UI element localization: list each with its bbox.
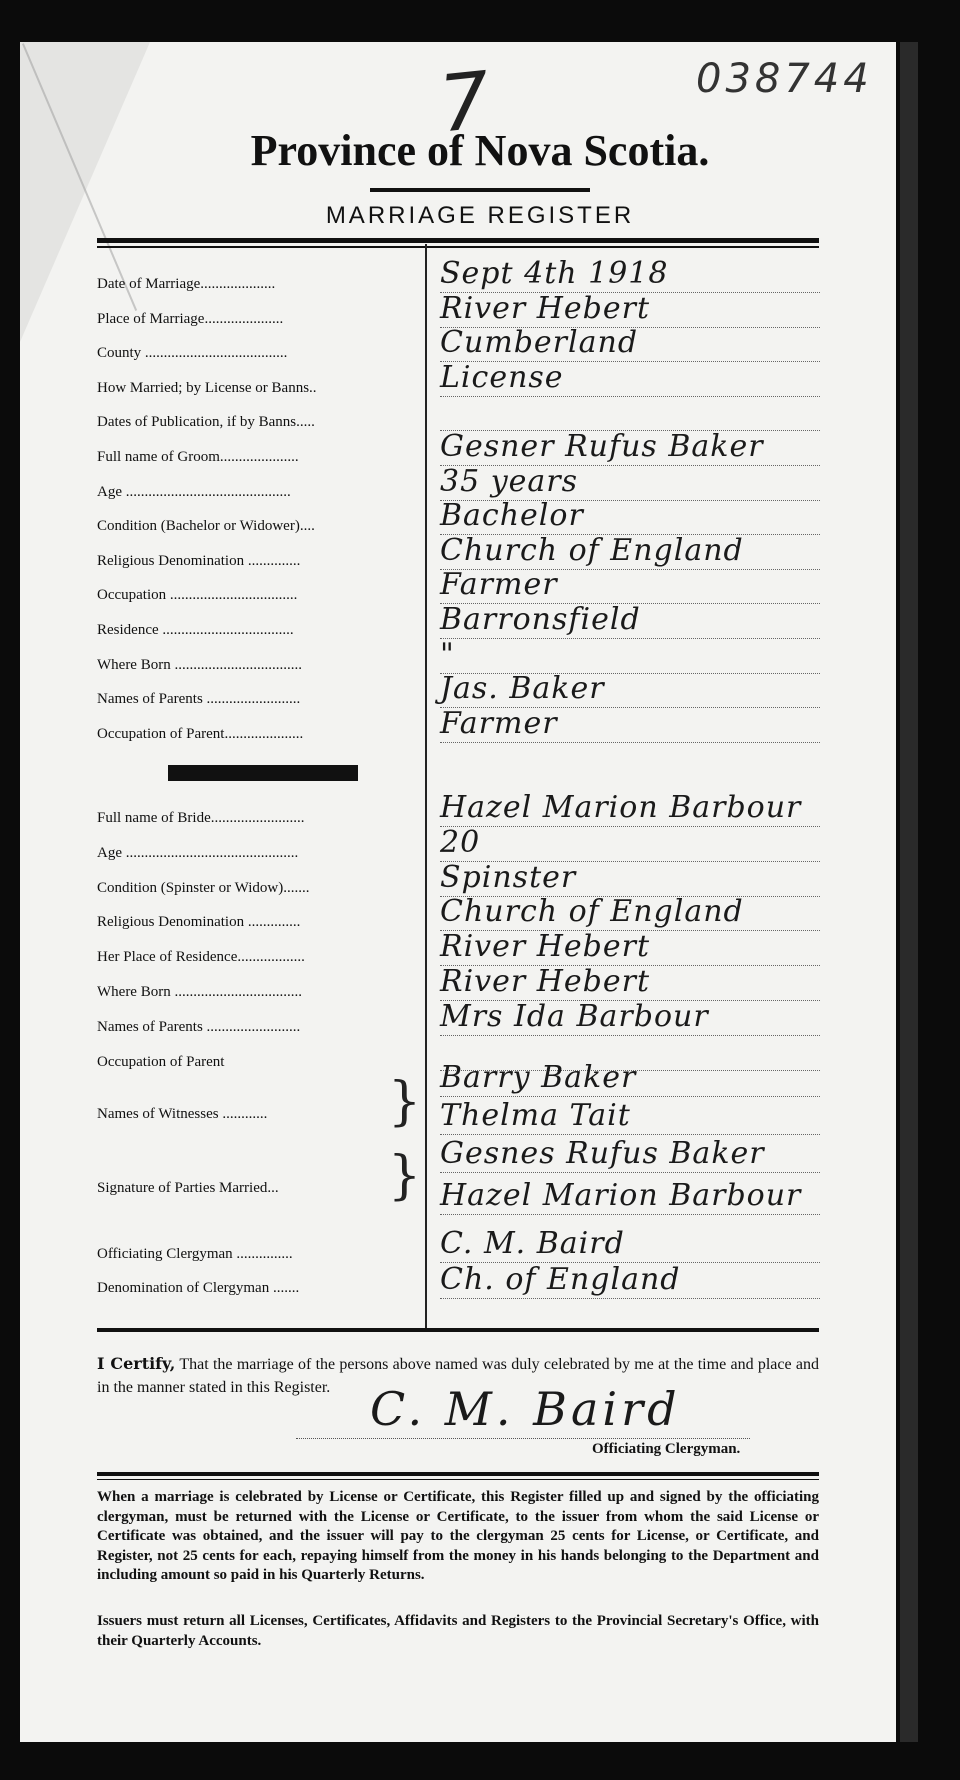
groom-row-value-3: License [440,359,564,395]
bride-row-label-4: Her Place of Residence.................. [97,949,305,966]
groom-row-label-1: Place of Marriage..................... [97,310,284,327]
bride-row-value-2: Spinster [440,859,577,895]
section-separator-bar [168,765,358,781]
bride-row-label-5: Where Born .................................. [97,984,302,1000]
page-edge-shadow [900,42,918,1742]
title-rule [370,188,590,192]
groom-row-entry-line-13 [440,742,820,743]
bride-row-label-6: Names of Parents ......................... [97,1018,301,1035]
party-bride-signature: Hazel Marion Barbour [440,1178,802,1213]
bride-row-label-1: Age .............................................. [97,844,299,861]
certificate-top-rule [97,1328,819,1332]
groom-row-value-2: Cumberland [440,325,639,361]
witness-line-2 [440,1134,820,1135]
party-line-1 [440,1172,820,1173]
bride-row-value-5: River Hebert [440,964,651,999]
signature-line [296,1438,750,1439]
witnesses-brace: } [388,1072,422,1132]
page-subtitle: MARRIAGE REGISTER [325,202,635,229]
footer-rule-thin [97,1479,819,1480]
footer-instructions: When a marriage is celebrated by License or Certificate, this Register filled up and signed by the officiating clergyman, must be returned with the License or Certificate, to the issuer from whom the said License or Certificate was obtained, and the issuer will pay to the clergyman 25 cents for License, or Certificate, and Register, not 25 cents for each, repaying himself from the money in his hands belonging to the Department and including amount so paid in his Quarterly Returns. [97,1489,819,1583]
groom-row-value-9: Farmer [440,567,558,603]
top-double-rule [97,238,819,243]
groom-row-label-2: County ...................................... [97,345,288,362]
groom-row-value-6: 35 years [440,463,579,499]
bride-row-value-1: 20 [440,824,481,860]
groom-row-label-12: Names of Parents ......................... [97,691,301,708]
groom-row-label-11: Where Born .................................. [97,656,302,673]
groom-row-label-8: Religious Denomination .............. [97,552,301,569]
witnesses-label: Names of Witnesses ............ [97,1106,268,1122]
clergy-denomination-label: Denomination of Clergyman ....... [97,1280,300,1296]
bride-row-value-6: Mrs Ida Barbour [440,998,709,1034]
bride-row-entry-line-6 [440,1035,820,1036]
top-thin-rule [97,246,819,248]
parties-brace: } [388,1146,422,1206]
groom-row-value-7: Bachelor [440,498,584,534]
certificate-body: That the marriage of the persons above named was duly celebrated by me at the time and place and in the manner stated in this Register. [97,1356,819,1397]
groom-row-value-0: Sept 4th 1918 [440,256,669,291]
column-divider [425,244,427,1328]
corner-mark: 7 [435,55,495,151]
officiating-clergyman-value: C. M. Baird [440,1226,625,1261]
clergy-denomination-value: Ch. of England [440,1262,681,1297]
groom-row-label-7: Condition (Bachelor or Widower).... [97,518,315,535]
signer-title: Officiating Clergyman. [592,1441,741,1457]
parties-label: Signature of Parties Married... [97,1180,279,1196]
groom-row-value-12: Jas. Baker [440,671,605,707]
clergyman-signature: C. M. Baird [370,1382,681,1436]
groom-row-value-10: Barronsfield [440,602,641,637]
bride-row-value-3: Church of England [440,894,744,930]
groom-row-value-8: Church of England [440,532,744,568]
register-number: 038744 [696,56,873,102]
groom-row-entry-line-3 [440,396,820,397]
denomination-line [440,1298,820,1299]
groom-row-label-10: Residence ................................... [97,622,294,638]
footer-rule-thick [97,1472,819,1476]
groom-row-label-3: How Married; by License or Banns.. [97,379,317,396]
witness-1: Barry Baker [440,1060,637,1095]
groom-row-label-5: Full name of Groom..................... [97,449,299,465]
groom-row-value-13: Farmer [440,705,558,741]
groom-row-value-11: " [440,636,455,672]
witness-line-1 [440,1096,820,1097]
groom-row-label-0: Date of Marriage.................... [97,276,276,292]
groom-row-label-9: Occupation .................................. [97,587,298,604]
bride-row-value-0: Hazel Marion Barbour [440,790,802,825]
bride-row-label-2: Condition (Spinster or Widow)....... [97,879,310,896]
witness-2: Thelma Tait [440,1098,631,1133]
bride-row-label-3: Religious Denomination .............. [97,914,301,931]
page-title: Province of Nova Scotia. [250,126,710,175]
bride-row-label-0: Full name of Bride......................... [97,810,305,826]
footer-return-note: Issuers must return all Licenses, Certificates, Affidavits and Registers to the Provincial Secretary's Office, with their Quarterly Accounts. [97,1613,819,1649]
certificate-lead: I Certify, [97,1354,176,1373]
bride-row-label-7: Occupation of Parent [97,1053,225,1070]
groom-row-value-1: River Hebert [440,290,651,326]
party-groom-signature: Gesnes Rufus Baker [440,1136,765,1171]
groom-row-label-13: Occupation of Parent..................... [97,725,304,742]
officiating-clergyman-label: Officiating Clergyman ............... [97,1246,293,1262]
party-line-2 [440,1214,820,1215]
groom-row-label-6: Age ............................................ [97,483,291,500]
groom-row-value-5: Gesner Rufus Baker [440,429,764,464]
groom-row-label-4: Dates of Publication, if by Banns..... [97,414,315,431]
bride-row-value-4: River Hebert [440,929,651,965]
